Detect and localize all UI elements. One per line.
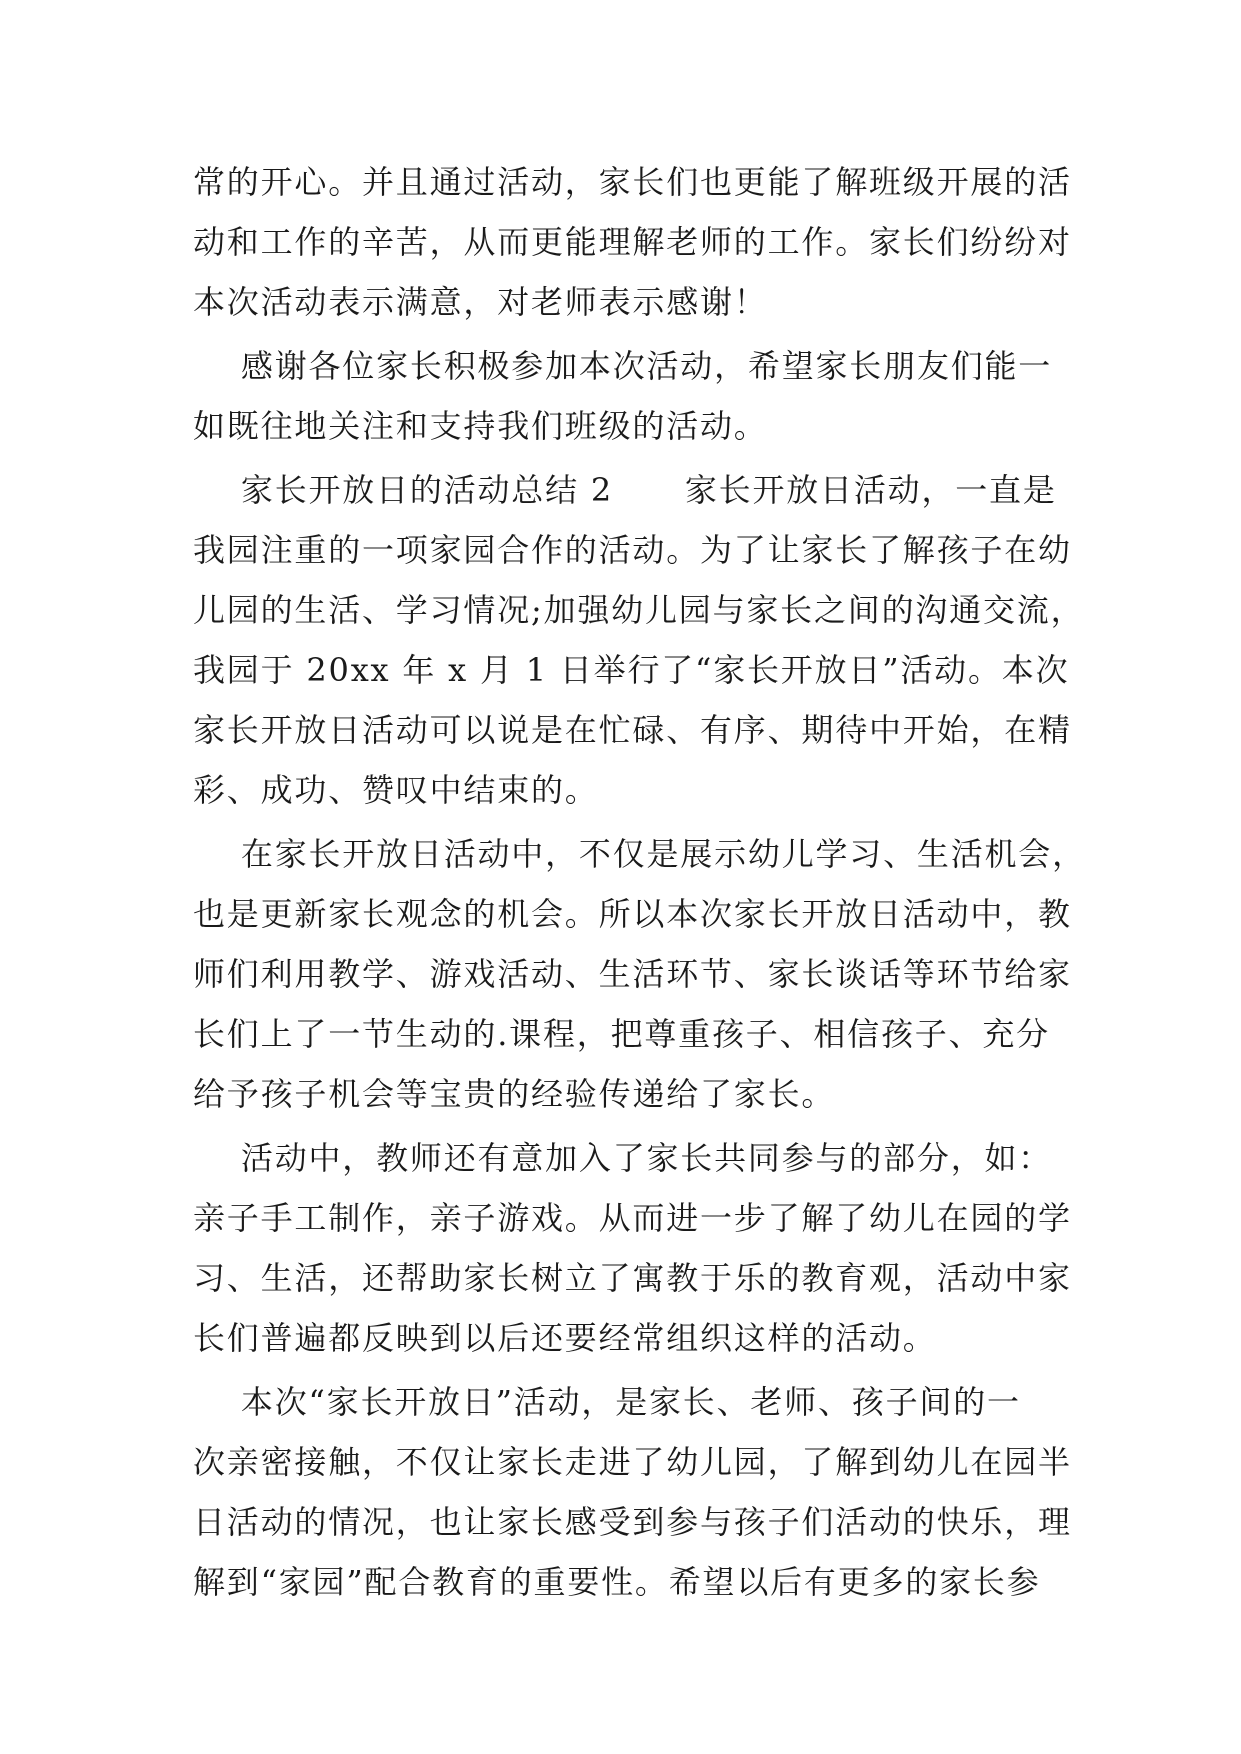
text-line: 常的开心。并且通过活动，家长们也更能了解班级开展的活: [193, 163, 1072, 201]
text-line: 动和工作的辛苦，从而更能理解老师的工作。家长们纷纷对: [193, 223, 1072, 261]
text-line: 本次“家长开放日”活动，是家长、老师、孩子间的一: [193, 1383, 1021, 1421]
text-line: 本次活动表示满意，对老师表示感谢！: [193, 283, 768, 321]
text-line: 习、生活，还帮助家长树立了寓教于乐的教育观，活动中家: [193, 1259, 1072, 1297]
text-line: 感谢各位家长积极参加本次活动，希望家长朋友们能一: [193, 347, 1053, 385]
text-line: 在家长开放日活动中，不仅是展示幼儿学习、生活机会，: [193, 835, 1086, 873]
text-line: 活动中，教师还有意加入了家长共同参与的部分，如：: [193, 1139, 1053, 1177]
text-line: 次亲密接触，不仅让家长走进了幼儿园，了解到幼儿在园半: [193, 1443, 1072, 1481]
text-line: 解到“家园”配合教育的重要性。希望以后有更多的家长参: [193, 1563, 1041, 1601]
paragraph: [193, 336, 1053, 456]
text-line: 亲子手工制作，亲子游戏。从而进一步了解了幼儿在园的学: [193, 1199, 1072, 1237]
text-line: 师们利用教学、游戏活动、生活环节、家长谈话等环节给家: [193, 955, 1072, 993]
text-line: 给予孩子机会等宝贵的经验传递给了家长。: [193, 1075, 836, 1113]
text-line: 彩、成功、赞叹中结束的。: [193, 771, 599, 809]
paragraph: [193, 152, 1072, 332]
text-line: 如既往地关注和支持我们班级的活动。: [193, 407, 768, 445]
text-line: 也是更新家长观念的机会。所以本次家长开放日活动中，教: [193, 895, 1072, 933]
text-line: 长们普遍都反映到以后还要经常组织这样的活动。: [193, 1319, 937, 1357]
text-line: 日活动的情况，也让家长感受到参与孩子们活动的快乐，理: [193, 1503, 1072, 1541]
text-line: 儿园的生活、学习情况;加强幼儿园与家长之间的沟通交流，: [193, 591, 1085, 629]
text-line: 家长开放日活动可以说是在忙碌、有序、期待中开始，在精: [193, 711, 1072, 749]
document-body: [193, 152, 1086, 1612]
text-line: 我园于 20xx 年 x 月 1 日举行了“家长开放日”活动。本次: [193, 651, 1070, 689]
paragraph: [193, 1128, 1072, 1368]
paragraph: [193, 824, 1086, 1124]
text-line: 长们上了一节生动的.课程，把尊重孩子、相信孩子、充分: [193, 1015, 1050, 1053]
paragraph: [193, 460, 1085, 820]
paragraph: [193, 1372, 1072, 1612]
text-line: 我园注重的一项家园合作的活动。为了让家长了解孩子在幼: [193, 531, 1072, 569]
text-line: 家长开放日的活动总结 2 家长开放日活动，一直是: [193, 471, 1057, 509]
